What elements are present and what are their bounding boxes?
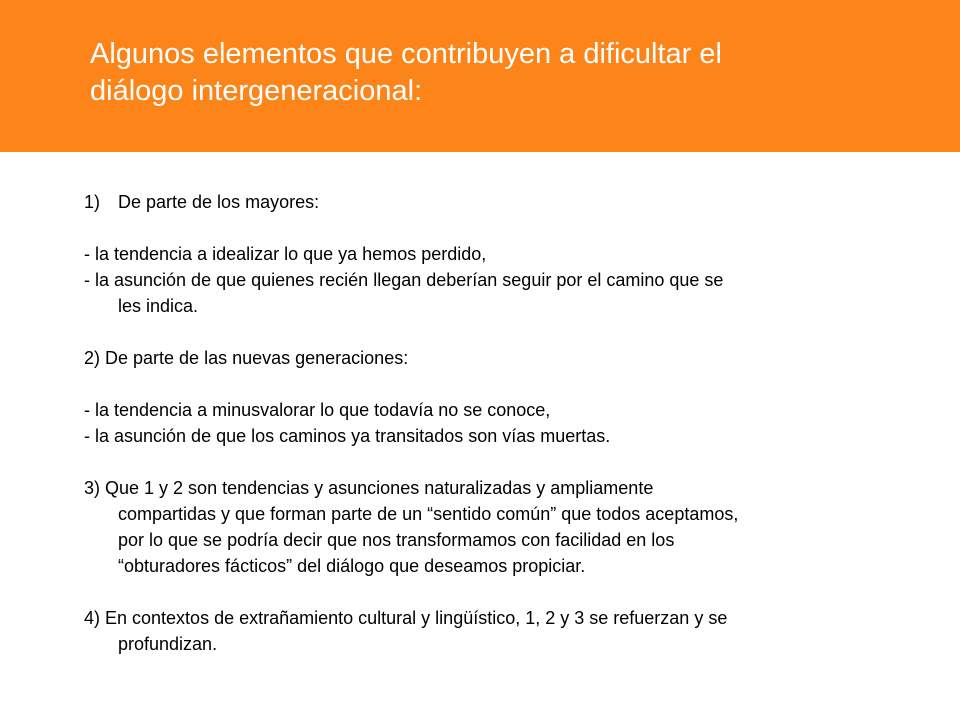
section-1-heading-text: De parte de los mayores: [118, 192, 320, 212]
section-1-bullet-2: - la asunción de que quienes recién llegan deberían seguir por el camino que se [84, 270, 724, 290]
section-4-line-2: profundizan. [118, 634, 218, 654]
slide-title-line-2: diálogo intergeneracional: [90, 75, 423, 107]
section-1-number: 1) [84, 192, 101, 212]
section-2-bullet-1: - la tendencia a minusvalorar lo que todavía no se conoce, [84, 400, 551, 420]
section-3-line-2: compartidas y que forman parte de un “sentido común” que todos aceptamos, [118, 504, 739, 524]
section-3-line-4: “obturadores fácticos” del diálogo que deseamos propiciar. [118, 556, 586, 576]
section-1-heading [84, 189, 884, 215]
section-2-heading: 2) De parte de las nuevas generaciones: [84, 348, 409, 368]
section-4-line-1: 4) En contextos de extrañamiento cultural y lingüístico, 1, 2 y 3 se refuerzan y se [84, 608, 728, 628]
section-1-bullet-2-continuation: les indica. [118, 296, 199, 316]
title-banner [0, 0, 960, 152]
section-1-bullet-1: - la tendencia a idealizar lo que ya hemos perdido, [84, 244, 487, 264]
section-2-bullet-2: - la asunción de que los caminos ya transitados son vías muertas. [84, 426, 611, 446]
slide-title [90, 36, 930, 110]
section-3-line-3: por lo que se podría decir que nos transformamos con facilidad en los [118, 530, 675, 550]
section-3-line-1: 3) Que 1 y 2 son tendencias y asunciones naturalizadas y ampliamente [84, 478, 654, 498]
slide-title-line-1: Algunos elementos que contribuyen a dificultar el [90, 38, 722, 70]
slide-body [84, 189, 884, 657]
